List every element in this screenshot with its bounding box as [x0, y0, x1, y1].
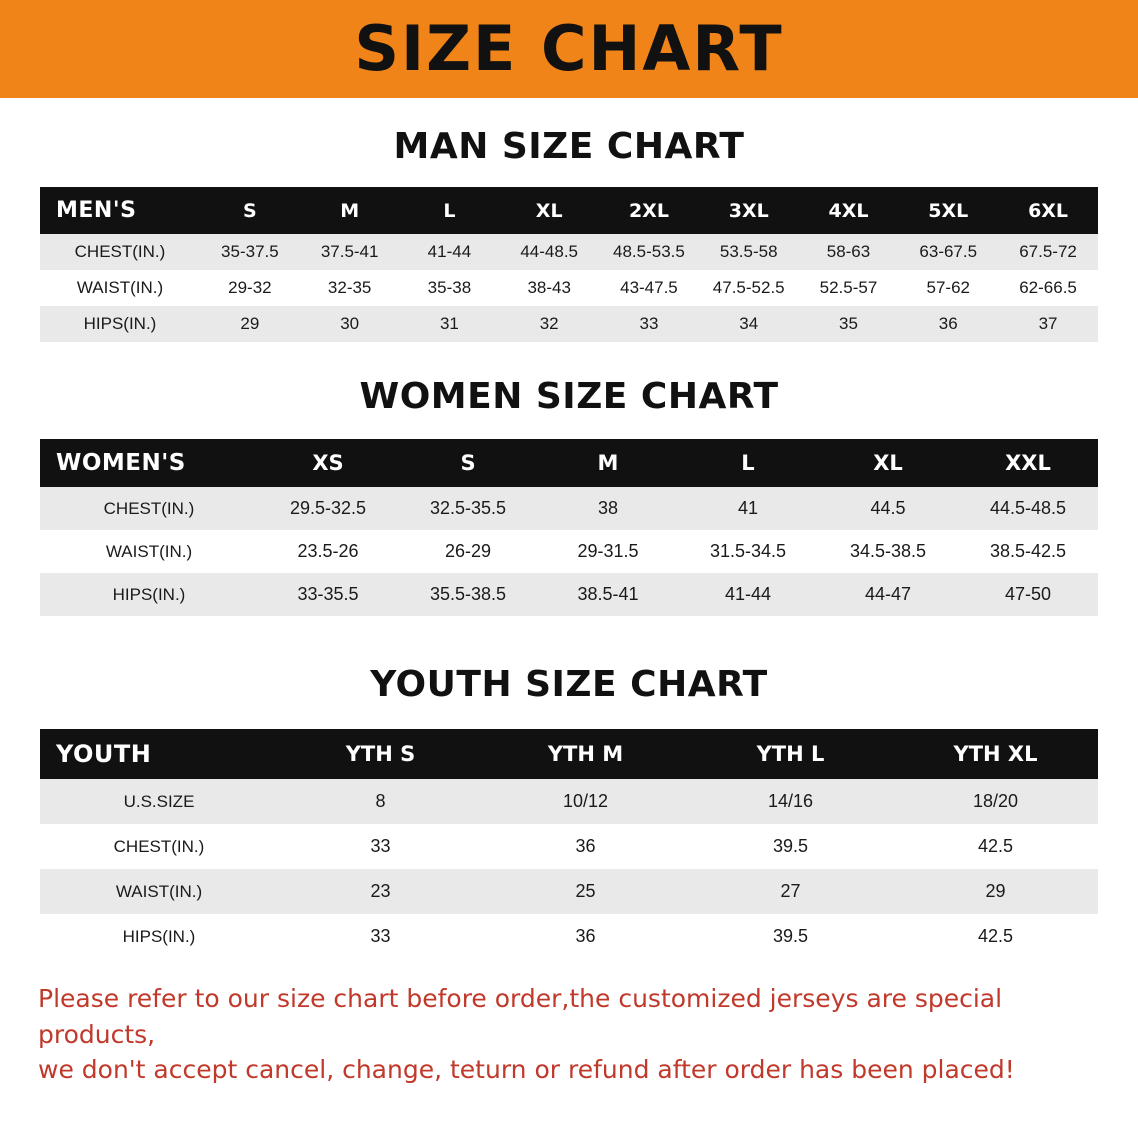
cell: 63-67.5 [898, 234, 998, 270]
row-label: HIPS(IN.) [40, 573, 258, 616]
table-header-row [40, 729, 1098, 779]
footer-note-line-1: Please refer to our size chart before order,the customized jerseys are special products, [38, 984, 1003, 1049]
cell: 36 [483, 914, 688, 959]
row-label: HIPS(IN.) [40, 306, 200, 342]
row-label: CHEST(IN.) [40, 234, 200, 270]
cell: 58-63 [799, 234, 899, 270]
table-row [40, 824, 1098, 869]
row-label: U.S.SIZE [40, 779, 278, 824]
cell: 35-37.5 [200, 234, 300, 270]
cell: 41 [678, 487, 818, 530]
col-header-6: XXL [958, 439, 1098, 487]
cell: 33 [278, 914, 483, 959]
cell: 39.5 [688, 914, 893, 959]
cell: 44-48.5 [499, 234, 599, 270]
cell: 41-44 [400, 234, 500, 270]
cell: 52.5-57 [799, 270, 899, 306]
col-header-5: XL [818, 439, 958, 487]
col-header-1: S [200, 187, 300, 234]
col-header-3: M [538, 439, 678, 487]
table-row [40, 487, 1098, 530]
row-label: WAIST(IN.) [40, 270, 200, 306]
cell: 57-62 [898, 270, 998, 306]
col-header-2: S [398, 439, 538, 487]
youth-table-wrap [0, 729, 1138, 959]
cell: 53.5-58 [699, 234, 799, 270]
cell: 35 [799, 306, 899, 342]
cell: 42.5 [893, 824, 1098, 869]
cell: 35.5-38.5 [398, 573, 538, 616]
col-header-4: XL [499, 187, 599, 234]
cell: 47.5-52.5 [699, 270, 799, 306]
col-header-7: 4XL [799, 187, 899, 234]
cell: 39.5 [688, 824, 893, 869]
cell: 29 [200, 306, 300, 342]
row-label: WAIST(IN.) [40, 869, 278, 914]
col-header-2: YTH M [483, 729, 688, 779]
cell: 14/16 [688, 779, 893, 824]
header-banner [0, 0, 1138, 98]
cell: 37.5-41 [300, 234, 400, 270]
cell: 29-32 [200, 270, 300, 306]
cell: 32-35 [300, 270, 400, 306]
cell: 38-43 [499, 270, 599, 306]
table-row [40, 869, 1098, 914]
col-header-0: MEN'S [40, 187, 200, 234]
col-header-3: YTH L [688, 729, 893, 779]
youth-size-table [40, 729, 1098, 959]
cell: 32.5-35.5 [398, 487, 538, 530]
cell: 42.5 [893, 914, 1098, 959]
cell: 33 [278, 824, 483, 869]
cell: 38 [538, 487, 678, 530]
man-section-title: MAN SIZE CHART [393, 126, 745, 167]
row-label: CHEST(IN.) [40, 824, 278, 869]
cell: 31.5-34.5 [678, 530, 818, 573]
women-table-wrap [0, 439, 1138, 616]
cell: 48.5-53.5 [599, 234, 699, 270]
cell: 37 [998, 306, 1098, 342]
cell: 23 [278, 869, 483, 914]
cell: 33 [599, 306, 699, 342]
table-row [40, 270, 1098, 306]
col-header-5: 2XL [599, 187, 699, 234]
table-header-row [40, 439, 1098, 487]
cell: 18/20 [893, 779, 1098, 824]
cell: 30 [300, 306, 400, 342]
footer-note [38, 981, 1100, 1088]
cell: 25 [483, 869, 688, 914]
cell: 38.5-42.5 [958, 530, 1098, 573]
cell: 8 [278, 779, 483, 824]
row-label: HIPS(IN.) [40, 914, 278, 959]
cell: 10/12 [483, 779, 688, 824]
cell: 34.5-38.5 [818, 530, 958, 573]
table-row [40, 234, 1098, 270]
col-header-8: 5XL [898, 187, 998, 234]
col-header-3: L [400, 187, 500, 234]
cell: 36 [483, 824, 688, 869]
cell: 38.5-41 [538, 573, 678, 616]
col-header-1: XS [258, 439, 398, 487]
cell: 29 [893, 869, 1098, 914]
cell: 35-38 [400, 270, 500, 306]
page-title: SIZE CHART [354, 12, 784, 85]
col-header-6: 3XL [699, 187, 799, 234]
cell: 34 [699, 306, 799, 342]
man-size-table [40, 187, 1098, 342]
col-header-4: YTH XL [893, 729, 1098, 779]
cell: 44.5-48.5 [958, 487, 1098, 530]
cell: 23.5-26 [258, 530, 398, 573]
cell: 47-50 [958, 573, 1098, 616]
col-header-4: L [678, 439, 818, 487]
cell: 26-29 [398, 530, 538, 573]
cell: 27 [688, 869, 893, 914]
women-section-title: WOMEN SIZE CHART [359, 376, 779, 417]
cell: 33-35.5 [258, 573, 398, 616]
cell: 29-31.5 [538, 530, 678, 573]
table-row [40, 573, 1098, 616]
man-table-wrap [0, 187, 1138, 342]
table-row [40, 914, 1098, 959]
cell: 29.5-32.5 [258, 487, 398, 530]
cell: 31 [400, 306, 500, 342]
cell: 43-47.5 [599, 270, 699, 306]
col-header-1: YTH S [278, 729, 483, 779]
cell: 44.5 [818, 487, 958, 530]
row-label: CHEST(IN.) [40, 487, 258, 530]
col-header-2: M [300, 187, 400, 234]
cell: 36 [898, 306, 998, 342]
col-header-0: YOUTH [40, 729, 278, 779]
cell: 41-44 [678, 573, 818, 616]
table-header-row [40, 187, 1098, 234]
youth-section-title: YOUTH SIZE CHART [370, 664, 768, 705]
table-row [40, 306, 1098, 342]
cell: 32 [499, 306, 599, 342]
table-row [40, 779, 1098, 824]
row-label: WAIST(IN.) [40, 530, 258, 573]
cell: 44-47 [818, 573, 958, 616]
women-size-table [40, 439, 1098, 616]
cell: 67.5-72 [998, 234, 1098, 270]
table-row [40, 530, 1098, 573]
cell: 62-66.5 [998, 270, 1098, 306]
col-header-0: WOMEN'S [40, 439, 258, 487]
col-header-9: 6XL [998, 187, 1098, 234]
footer-note-line-2: we don't accept cancel, change, teturn or refund after order has been placed! [38, 1055, 1015, 1084]
